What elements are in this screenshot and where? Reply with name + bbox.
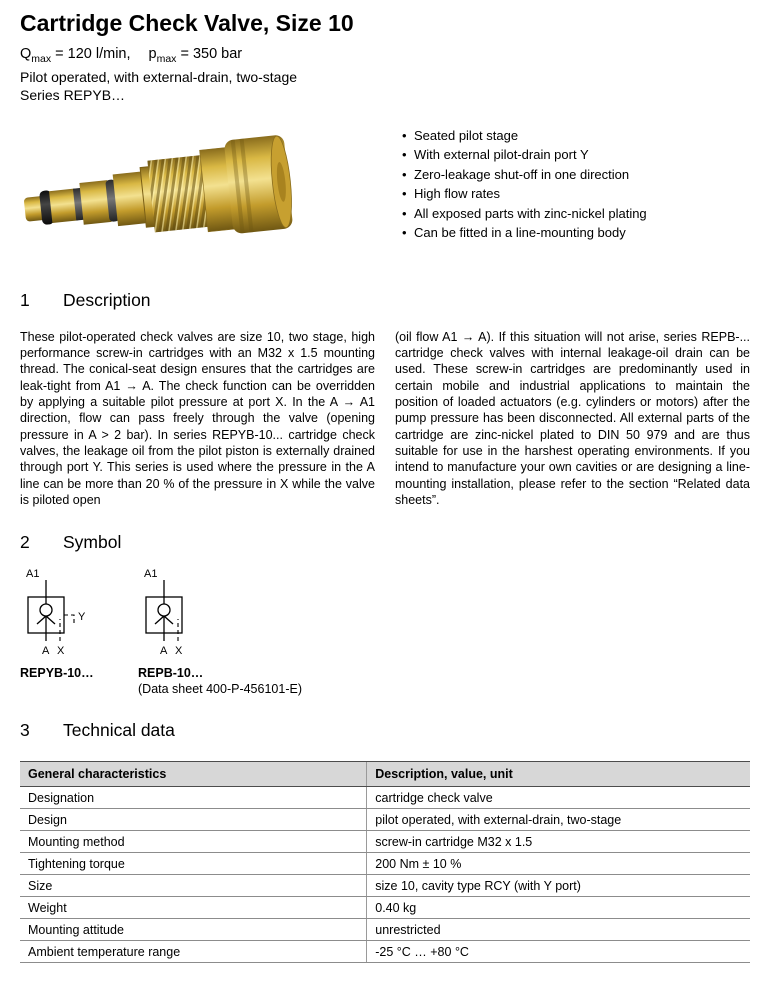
bullet-icon: • [402, 147, 407, 163]
port-label-x: X [175, 645, 183, 658]
port-label-a: A [42, 645, 50, 658]
description-body [20, 329, 750, 508]
description-column-right: (oil flow A1 → A). If this situation will not arise, series REPB-... cartridge check valves with internal leakage-oil drain can be used. These screw-in cartridges are predominantly used in certain mobile and industrial applications to maintain the position of loaded actuators (e.g. cylinders or motors) after the pump pressure has been disconnected. All external parts of the cartridge are zinc-nickel plated to DIN 50 979 and are thus suitable for use in the harshest operating environments. If you intend to manufacture your own cavities or are designing a line-mounting installation, please refer to the section “Related data sheets”. [395, 329, 750, 507]
table-cell-value: size 10, cavity type RCY (with Y port) [367, 875, 750, 897]
table-cell-value: pilot operated, with external-drain, two-stage [367, 809, 750, 831]
port-label-a1: A1 [26, 568, 40, 581]
hydraulic-symbol-repb [138, 567, 302, 696]
table-header-cell: General characteristics [20, 762, 367, 787]
qmax-spec: $Q_{max} = 120$ l/min, [20, 46, 131, 65]
pmax-spec: $p_{max} = 350$ bar [148, 46, 243, 65]
table-cell-value: 200 Nm ± 10 % [367, 853, 750, 875]
bullet-icon: • [402, 186, 407, 202]
hydraulic-symbol-repyb [20, 567, 138, 696]
subtitle-operation: Pilot operated, with external-drain, two-stage [20, 68, 298, 85]
feature-text: High flow rates [414, 186, 500, 202]
table-row [20, 941, 750, 963]
subtitle-series: Series REPYB… [20, 86, 126, 103]
table-cell-label: Designation [20, 787, 367, 809]
feature-text: All exposed parts with zinc-nickel plating [414, 205, 647, 221]
table-cell-label: Size [20, 875, 367, 897]
port-label-a: A [160, 645, 168, 658]
table-row [20, 809, 750, 831]
table-cell-label: Mounting attitude [20, 919, 367, 941]
table-cell-label: Weight [20, 897, 367, 919]
section-technical-heading [20, 720, 750, 741]
table-cell-label: Tightening torque [20, 853, 367, 875]
port-label-y: Y [78, 611, 86, 624]
table-cell-value: screw-in cartridge M32 x 1.5 [367, 831, 750, 853]
features-list [402, 126, 647, 243]
description-column-left: These pilot-operated check valves are size 10, two stage, high performance screw-in cartridges with an M32 x 1.5 mounting thread. The conical-seat design ensures that the cartridges are leak-tight from A1 → A. The check function can be overridden by applying a suitable pilot pressure at port X. In the A → A1 direction, flow can pass freely through the valve (opening pressure in A > 2 bar). In series REPYB-10... cartridge check valves, the leakage oil from the pilot piston is externally drained through port Y. This series is used where the pressure in the A line can be more than 20 % of the pressure in X while the valve is piloted open [20, 329, 375, 507]
table-cell-label: Design [20, 809, 367, 831]
table-cell-value: -25 °C … +80 °C [367, 941, 750, 963]
table-cell-value: unrestricted [367, 919, 750, 941]
feature-text: Seated pilot stage [414, 127, 519, 143]
technical-data-table [20, 761, 750, 963]
check-valve-symbol-with-y-icon [20, 567, 138, 659]
symbol-datasheet-note: (Data sheet 400-P-456101-E) [138, 682, 302, 697]
spec-line [20, 45, 750, 68]
symbols-row [20, 567, 750, 696]
table-row [20, 831, 750, 853]
section-number: 3 [20, 720, 30, 741]
feature-text: With external pilot-drain port Y [414, 147, 589, 163]
section-number: 1 [20, 289, 30, 310]
port-label-x: X [57, 645, 65, 658]
table-cell-label: Mounting method [20, 831, 367, 853]
table-row [20, 787, 750, 809]
bullet-icon: • [402, 225, 407, 241]
bullet-icon: • [402, 127, 407, 143]
product-section [20, 116, 750, 266]
symbol-caption: REPB-10… [138, 666, 204, 681]
feature-text: Can be fitted in a line-mounting body [414, 225, 626, 241]
table-row [20, 875, 750, 897]
section-title: Description [63, 289, 151, 310]
table-header-cell: Description, value, unit [367, 762, 750, 787]
table-row [20, 919, 750, 941]
section-symbol-heading [20, 532, 750, 553]
bullet-icon: • [402, 205, 407, 221]
check-valve-symbol-icon [138, 567, 256, 659]
table-row [20, 853, 750, 875]
port-label-a1: A1 [144, 568, 158, 581]
section-title: Technical data [63, 720, 175, 741]
table-cell-value: 0.40 kg [367, 897, 750, 919]
section-description-heading [20, 290, 750, 311]
table-header-row [20, 762, 750, 787]
feature-item [402, 204, 647, 224]
bullet-icon: • [402, 166, 407, 182]
section-title: Symbol [63, 532, 122, 553]
feature-item [402, 126, 647, 146]
page-title: Cartridge Check Valve, Size 10 [20, 10, 354, 36]
feature-text: Zero-leakage shut-off in one direction [414, 166, 630, 182]
table-cell-label: Ambient temperature range [20, 941, 367, 963]
feature-item [402, 165, 647, 185]
table-row [20, 897, 750, 919]
feature-item [402, 184, 647, 204]
feature-item [402, 145, 647, 165]
symbol-caption: REPYB-10… [20, 666, 94, 681]
valve-product-image [16, 112, 316, 274]
section-number: 2 [20, 532, 30, 553]
table-cell-value: cartridge check valve [367, 787, 750, 809]
feature-item [402, 223, 647, 243]
